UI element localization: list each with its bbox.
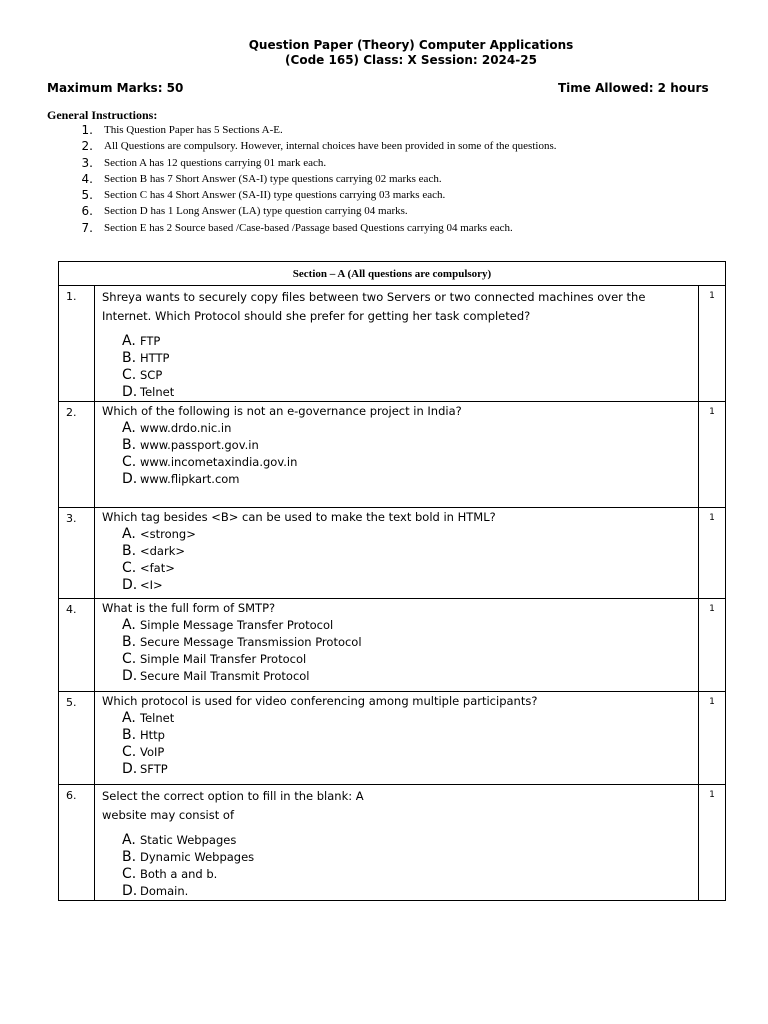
question-text: Shreya wants to securely copy files between two Servers or two connected machines over the Internet. Which Protocol should she prefer for getting her task completed?: [102, 290, 646, 323]
option-text: <dark>: [140, 544, 186, 558]
instruction-item: [60, 138, 556, 154]
option-letter: B.: [122, 849, 137, 865]
option-b: [122, 727, 698, 744]
question-row: [59, 785, 726, 901]
option-a: [122, 832, 698, 849]
section-a-table: [58, 261, 726, 901]
question-text: Which protocol is used for video conferencing among multiple participants?: [102, 694, 538, 708]
option-letter: B.: [122, 350, 137, 366]
option-letter: D.: [122, 577, 138, 593]
option-c: [122, 744, 698, 761]
question-number: 2.: [59, 402, 95, 508]
option-letter: C.: [122, 560, 137, 576]
question-marks: 1: [699, 785, 726, 901]
option-b: [122, 849, 698, 866]
option-d: [122, 883, 698, 900]
paper-title: [0, 38, 768, 68]
option-list: [102, 710, 698, 778]
option-letter: A.: [122, 526, 136, 542]
question-number: 5.: [59, 692, 95, 785]
question-marks: 1: [699, 692, 726, 785]
option-letter: D.: [122, 883, 138, 899]
option-c: [122, 367, 698, 384]
question-number: 1.: [59, 286, 95, 402]
question-cell: [95, 508, 699, 599]
general-instructions-list: [60, 122, 556, 236]
option-c: [122, 560, 698, 577]
option-text: Secure Message Transmission Protocol: [140, 635, 362, 649]
option-b: [122, 634, 698, 651]
general-instructions-heading: General Instructions:: [47, 108, 158, 122]
option-d: [122, 577, 698, 594]
instruction-item: [60, 122, 556, 138]
maximum-marks: Maximum Marks: 50: [47, 81, 184, 95]
instruction-text: Section A has 12 questions carrying 01 mark each.: [104, 156, 327, 169]
instruction-item: [60, 203, 556, 219]
option-text: Http: [140, 728, 165, 742]
instruction-text: All Questions are compulsory. However, internal choices have been provided in some of the questions.: [104, 140, 557, 153]
question-text: Which of the following is not an e-governance project in India?: [102, 404, 462, 418]
option-text: Simple Mail Transfer Protocol: [140, 652, 307, 666]
option-c: [122, 651, 698, 668]
option-text: www.flipkart.com: [140, 472, 240, 486]
option-text: Domain.: [140, 884, 189, 898]
question-cell: [95, 599, 699, 692]
instruction-number: 2.: [81, 139, 93, 154]
section-heading: Section – A (All questions are compulsory): [59, 262, 726, 286]
option-text: Telnet: [140, 385, 175, 399]
option-a: [122, 710, 698, 727]
option-text: www.incometaxindia.gov.in: [140, 455, 298, 469]
option-d: [122, 668, 698, 685]
option-list: [102, 420, 698, 488]
option-text: Telnet: [140, 711, 175, 725]
instruction-text: Section D has 1 Long Answer (LA) type question carrying 04 marks.: [104, 205, 408, 218]
option-letter: A.: [122, 617, 136, 633]
option-d: [122, 471, 698, 488]
option-a: [122, 420, 698, 437]
option-b: [122, 437, 698, 454]
option-text: www.passport.gov.in: [140, 438, 259, 452]
paper-title-line-1: Question Paper (Theory) Computer Applications: [248, 38, 574, 52]
question-row: [59, 402, 726, 508]
instruction-text: This Question Paper has 5 Sections A-E.: [104, 124, 283, 136]
instruction-item: [60, 171, 556, 187]
option-letter: D.: [122, 668, 138, 684]
option-letter: A.: [122, 832, 136, 848]
option-text: <fat>: [140, 561, 175, 575]
option-letter: B.: [122, 727, 137, 743]
instruction-number: 6.: [81, 204, 93, 219]
question-text-line-2: website may consist of: [102, 808, 234, 822]
option-letter: C.: [122, 866, 137, 882]
question-text: [102, 787, 698, 825]
instruction-number: 7.: [81, 220, 93, 235]
question-number: 3.: [59, 508, 95, 599]
question-text-line-1: Select the correct option to fill in the blank: A: [102, 789, 364, 803]
instruction-number: 5.: [81, 188, 93, 203]
option-text: www.drdo.nic.in: [140, 421, 232, 435]
option-c: [122, 866, 698, 883]
question-row: [59, 599, 726, 692]
question-number: 6.: [59, 785, 95, 901]
option-text: <strong>: [140, 527, 196, 541]
option-list: [102, 333, 698, 401]
question-marks: 1: [699, 286, 726, 402]
question-marks: 1: [699, 402, 726, 508]
option-letter: A.: [122, 710, 136, 726]
option-text: SCP: [140, 368, 163, 382]
option-d: [122, 384, 698, 401]
question-text: Which tag besides <B> can be used to make the text bold in HTML?: [102, 510, 496, 524]
option-text: Dynamic Webpages: [140, 850, 255, 864]
question-marks: 1: [699, 599, 726, 692]
paper-title-line-2: (Code 165) Class: X Session: 2024-25: [285, 53, 537, 67]
question-cell: [95, 286, 699, 402]
question-text: What is the full form of SMTP?: [102, 601, 276, 615]
option-letter: C.: [122, 367, 137, 383]
option-c: [122, 454, 698, 471]
option-letter: D.: [122, 384, 138, 400]
instruction-text: Section C has 4 Short Answer (SA-II) type questions carrying 03 marks each.: [104, 189, 446, 202]
question-cell: [95, 402, 699, 508]
instruction-number: 1.: [81, 123, 93, 137]
option-letter: D.: [122, 471, 138, 487]
question-cell: [95, 692, 699, 785]
instruction-number: 3.: [81, 155, 93, 170]
instruction-item: [60, 220, 556, 236]
question-marks: 1: [699, 508, 726, 599]
option-text: SFTP: [140, 762, 168, 776]
question-number: 4.: [59, 599, 95, 692]
option-text: Secure Mail Transmit Protocol: [140, 669, 310, 683]
option-text: Static Webpages: [140, 833, 237, 847]
question-cell: [95, 785, 699, 901]
option-d: [122, 761, 698, 778]
option-text: HTTP: [140, 351, 170, 365]
option-text: <I>: [140, 578, 163, 592]
instruction-item: [60, 187, 556, 203]
option-letter: B.: [122, 543, 137, 559]
option-a: [122, 333, 698, 350]
option-letter: B.: [122, 437, 137, 453]
instruction-text: Section B has 7 Short Answer (SA-I) type questions carrying 02 marks each.: [104, 172, 442, 185]
time-allowed: Time Allowed: 2 hours: [558, 81, 709, 95]
question-row: [59, 692, 726, 785]
question-row: [59, 286, 726, 402]
option-list: [102, 617, 698, 685]
instruction-text: Section E has 2 Source based /Case-based /Passage based Questions carrying 04 marks each.: [104, 221, 513, 234]
option-text: Both a and b.: [140, 867, 218, 881]
option-letter: D.: [122, 761, 138, 777]
option-letter: B.: [122, 634, 137, 650]
instruction-item: [60, 155, 556, 171]
option-b: [122, 543, 698, 560]
option-list: [102, 832, 698, 900]
option-text: VoIP: [140, 745, 165, 759]
option-letter: C.: [122, 651, 137, 667]
option-letter: A.: [122, 420, 136, 436]
option-a: [122, 526, 698, 543]
option-letter: A.: [122, 333, 136, 349]
option-list: [102, 526, 698, 594]
option-text: FTP: [140, 334, 161, 348]
option-b: [122, 350, 698, 367]
option-letter: C.: [122, 744, 137, 760]
option-letter: C.: [122, 454, 137, 470]
option-text: Simple Message Transfer Protocol: [140, 618, 334, 632]
option-a: [122, 617, 698, 634]
instruction-number: 4.: [81, 171, 93, 186]
question-row: [59, 508, 726, 599]
